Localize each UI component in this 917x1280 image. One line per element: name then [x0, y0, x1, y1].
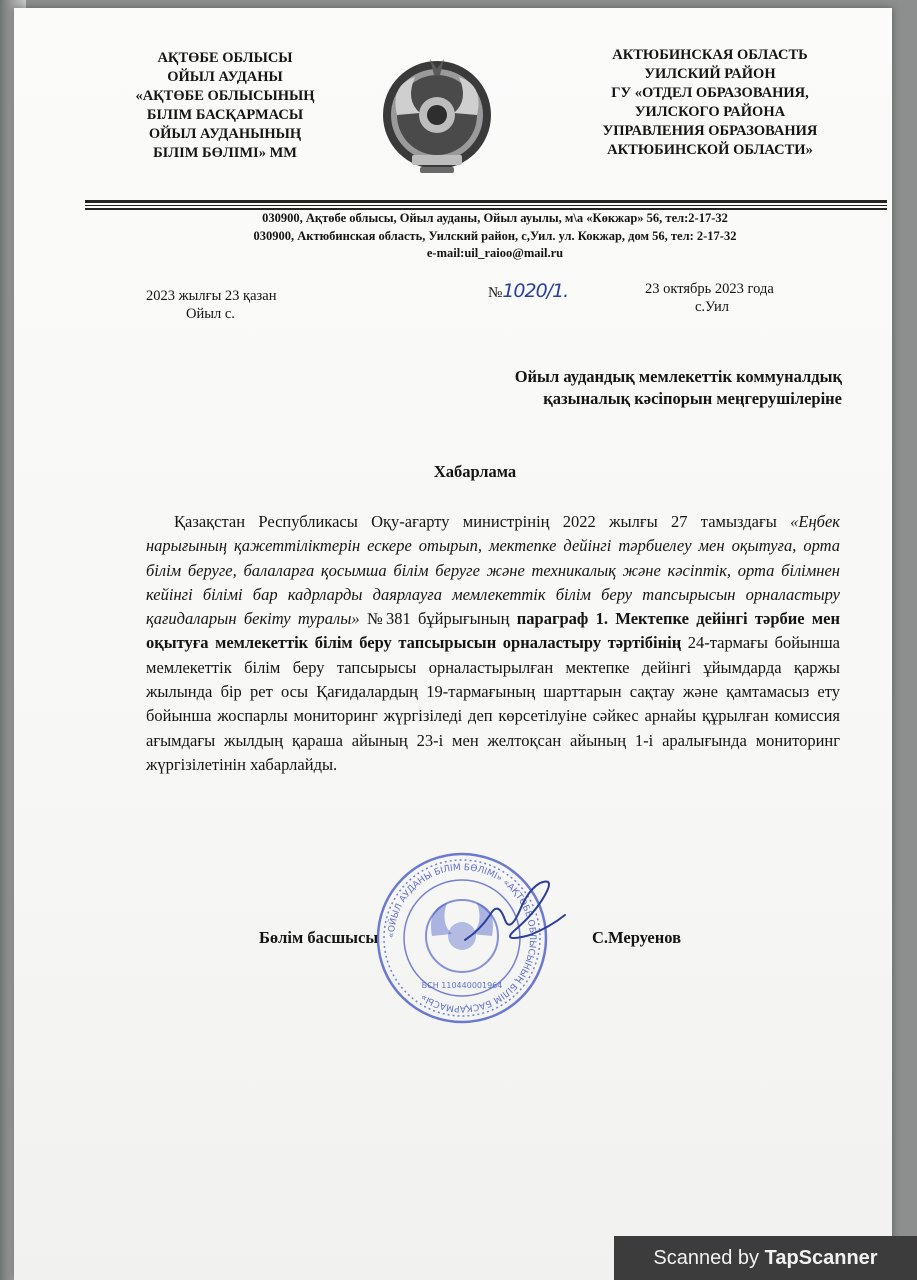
watermark-brand: TapScanner: [764, 1247, 878, 1269]
header-right-line: АКТЮБИНСКАЯ ОБЛАСТЬ: [612, 47, 808, 63]
header-right-line: АКТЮБИНСКОЙ ОБЛАСТИ»: [607, 142, 813, 158]
header-left-line: «АҚТӨБЕ ОБЛЫСЫНЫҢ: [135, 88, 315, 104]
date-kazakh-text: 2023 жылғы 23 қазан: [146, 288, 277, 304]
header-right-russian: [560, 46, 860, 160]
date-russian-text: 23 октябрь 2023 года: [645, 281, 774, 297]
header-right-line: ГУ «ОТДЕЛ ОБРАЗОВАНИЯ,: [611, 85, 809, 101]
header-left-line: БІЛІМ БАСҚАРМАСЫ: [146, 107, 304, 123]
scanner-watermark-banner: [614, 1236, 917, 1280]
header-left-line: БІЛІМ БӨЛІМІ» ММ: [153, 145, 297, 161]
body-text: №381 бұйрығының: [359, 609, 517, 629]
email: e-mail:uil_raioo@mail.ru: [426, 246, 564, 260]
address-kazakh: 030900, Ақтөбе облысы, Ойыл ауданы, Ойыл ауылы, м\а «Көкжар» 56, тел:2-17-32: [262, 211, 728, 225]
addressee-line: қазыналық кәсіпорын меңгерушілеріне: [543, 389, 842, 408]
header-left-line: ОЙЫЛ АУДАНЫНЫҢ: [148, 126, 302, 142]
header-right-line: УИЛСКИЙ РАЙОН: [644, 66, 776, 82]
header-left-line: АҚТӨБЕ ОБЛЫСЫ: [157, 50, 293, 66]
header-left-line: ОЙЫЛ АУДАНЫ: [167, 69, 283, 85]
watermark-prefix: Scanned by: [653, 1247, 765, 1269]
document-title: Хабарлама: [433, 462, 517, 481]
registration-number: [488, 280, 568, 302]
paragraph-reference-bold: параграф 1. Мектепке дейінгі тәрбие мен оқытуға мемлекеттік білім беру тапсырысын орналастыру тәртібінің: [146, 609, 841, 653]
place-kazakh: Ойыл с.: [186, 306, 235, 322]
state-emblem-icon: [380, 55, 495, 177]
order-title-italic: «Еңбек нарығының қажеттіліктерін ескере отырып, мектепке дейінгі тәрбиелеу мен оқытуға, орта білім беруге, балаларға қосымша білім беруге және техникалық және кәсіптік, орта білімнен кейінгі білімі бар кадрларды даярлауға мемлекеттік білім беру тапсырысын орналастыру қағидаларын бекіту туралы»: [146, 512, 840, 629]
addressee-line: Ойыл аудандық мемлекеттік коммуналдық: [514, 367, 842, 386]
header-divider: [85, 200, 887, 203]
number-sign: №: [488, 285, 503, 301]
handwritten-signature-icon: [460, 875, 570, 950]
body-text: 24-тармағы бойынша мемлекеттік білім беру тапсырысы орналастырылған мектепке дейінгі ұйымдарда қаржы жылында бір рет осы Қағидалардың 19-тармағының шарттарын сақтау және қамтамасыз ету бойынша жоспарлы мониторинг жүргізіледі деп көрсетілуіне сәйкес арнайы құрылған комиссия ағымдағы жылдың қараша айының 23-і мен желтоқсан айының 1-і аралығында мониторинг жүргізілетінін хабарлайды.: [146, 633, 840, 774]
stamp-ring-text: «ОЙЫЛ АУДАНЫ БІЛІМ БӨЛІМІ» «АҚТӨБЕ ОБЛЫСЫНЫҢ БІЛІМ БАСҚАРМАСЫ»: [386, 862, 538, 1014]
header-right-line: УИЛСКОГО РАЙОНА: [634, 104, 786, 120]
header-right-line: УПРАВЛЕНИЯ ОБРАЗОВАНИЯ: [602, 123, 818, 139]
body-paragraph: [146, 510, 840, 777]
date-russian: [645, 280, 774, 316]
stamp-inner-text: БСН 110440001964: [421, 981, 503, 990]
header-left-kazakh: [100, 49, 350, 163]
header-divider: [85, 205, 887, 206]
handwritten-number: 1020/1.: [502, 280, 569, 302]
signatory-name: С.Меруенов: [592, 928, 682, 947]
addressee: [412, 366, 842, 410]
date-kazakh: [146, 287, 276, 323]
address-block: [100, 210, 890, 263]
place-russian: с.Уил: [695, 299, 730, 315]
body-text: Қазақстан Республикасы Оқу-ағарту министрінің 2022 жылғы 27 тамыздағы: [174, 512, 791, 531]
address-russian: 030900, Актюбинская область, Уилский район, с,Уил. ул. Кокжар, дом 56, тел: 2-17-32: [253, 228, 737, 243]
signatory-role: Бөлім басшысы: [259, 928, 379, 947]
